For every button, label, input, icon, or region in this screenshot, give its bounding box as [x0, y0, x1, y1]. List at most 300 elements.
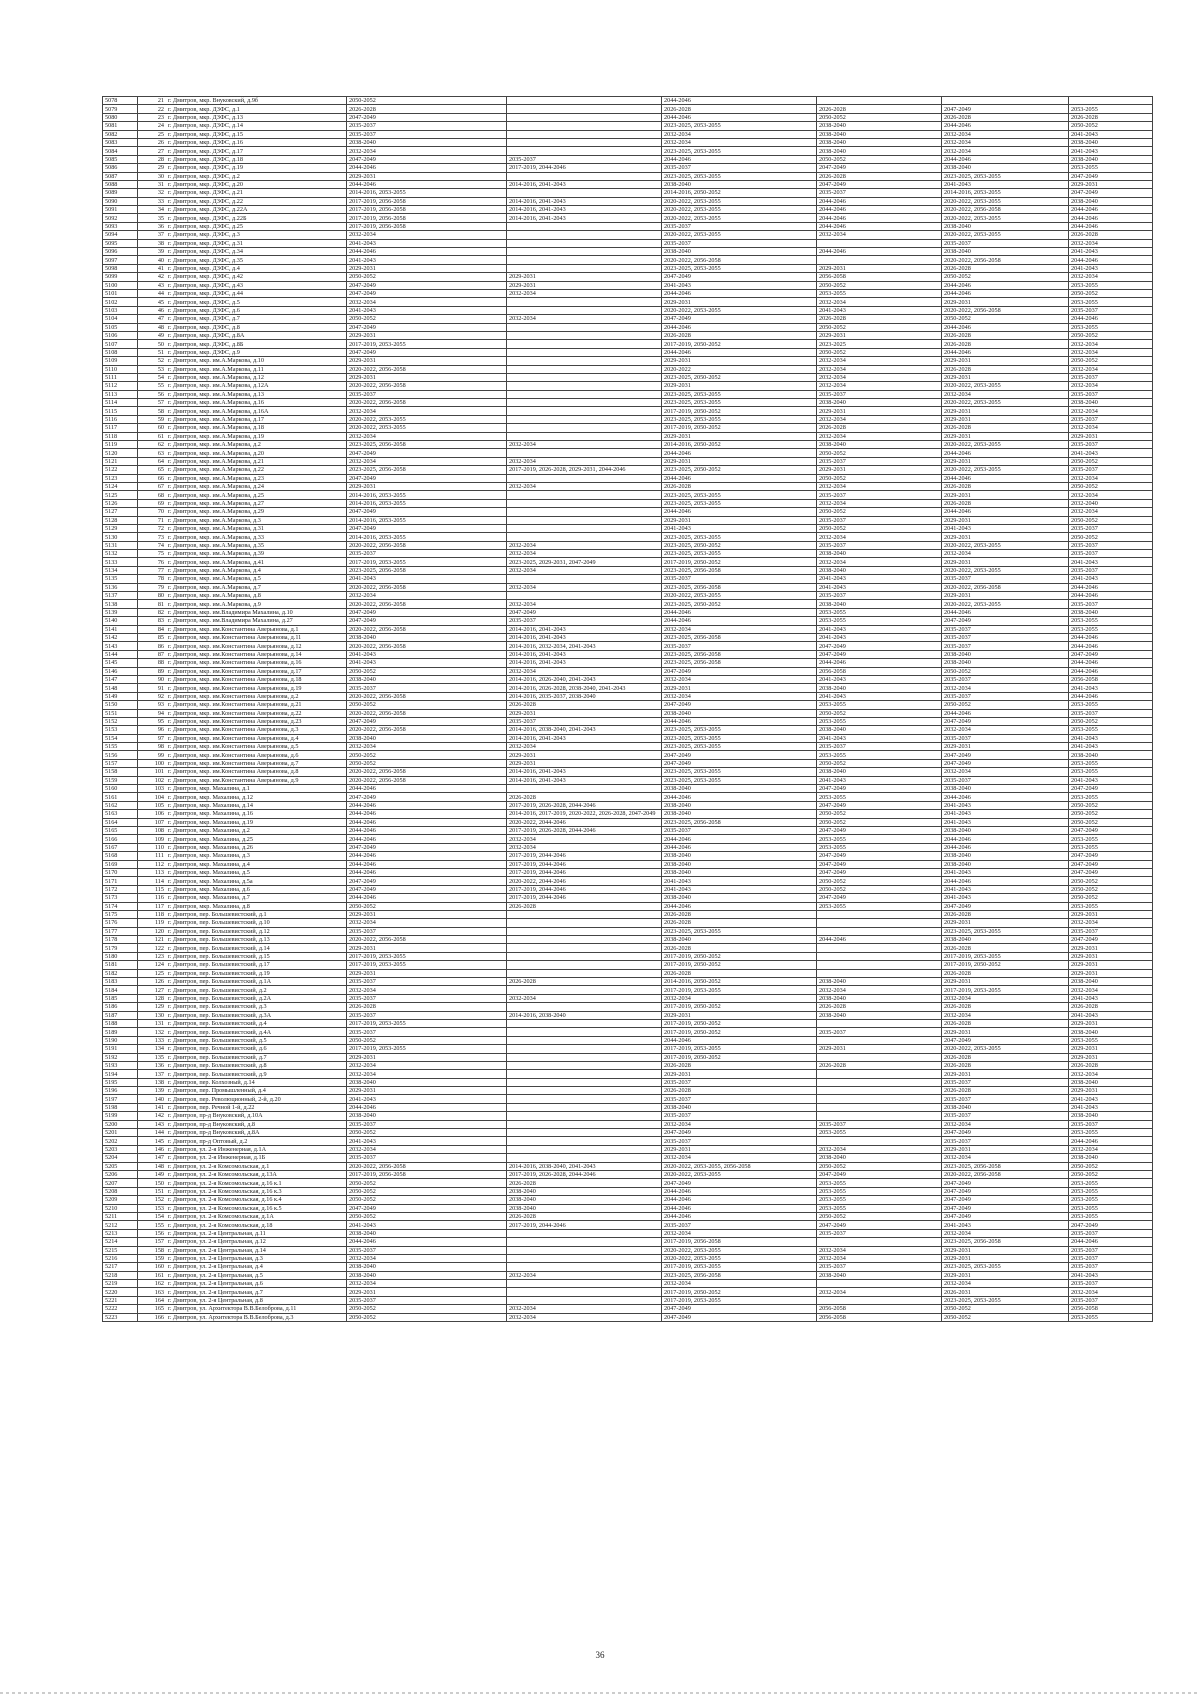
row-id-cell: 5102 [103, 298, 138, 306]
row-id-cell: 5101 [103, 289, 138, 297]
row-id-cell: 5172 [103, 885, 138, 893]
period-cell: 2020-2022, 2056-2058 [347, 936, 507, 944]
period-cell: 2038-2040 [817, 399, 942, 407]
period-cell: 2023-2025, 2056-2058 [662, 818, 817, 826]
period-cell [507, 239, 662, 247]
period-cell: 2050-2052 [347, 759, 507, 767]
period-cell: 2044-2046 [1069, 222, 1153, 230]
address-cell: г. Дмитров, мкр. им.Владимира Махалина, д.27 [166, 617, 347, 625]
table-row [103, 1263, 1153, 1271]
period-cell: 2014-2016, 2050-2052 [662, 441, 817, 449]
row-id-cell: 5093 [103, 222, 138, 230]
table-row [103, 474, 1153, 482]
table-row [103, 826, 1153, 834]
period-cell: 2014-2016, 2053-2055 [942, 189, 1069, 197]
row-id-cell: 5194 [103, 1070, 138, 1078]
period-cell: 2029-2031 [507, 273, 662, 281]
period-cell: 2029-2031 [662, 1145, 817, 1153]
row-id-cell: 5112 [103, 382, 138, 390]
period-cell: 2041-2043 [942, 885, 1069, 893]
row-number-cell: 145 [138, 1137, 167, 1145]
address-cell: г. Дмитров, пер. Большевистский, д.19 [166, 969, 347, 977]
address-cell: г. Дмитров, мкр. ДЗФС, д.42 [166, 273, 347, 281]
period-cell: 2038-2040 [817, 994, 942, 1002]
period-cell: 2017-2019, 2053-2055 [347, 961, 507, 969]
period-cell [507, 390, 662, 398]
period-cell: 2047-2049 [662, 1129, 817, 1137]
row-id-cell: 5123 [103, 474, 138, 482]
period-cell: 2014-2016, 2038-2040 [507, 1011, 662, 1019]
row-number-cell: 88 [138, 659, 167, 667]
table-row [103, 1179, 1153, 1187]
table-row [103, 373, 1153, 381]
period-cell: 2032-2034 [347, 1280, 507, 1288]
address-cell: г. Дмитров, мкр. им.А.Маркова, д.12А [166, 382, 347, 390]
period-cell: 2017-2019, 2044-2046 [507, 1221, 662, 1229]
period-cell [507, 1296, 662, 1304]
period-cell: 2032-2034 [942, 1120, 1069, 1128]
period-cell: 2038-2040 [662, 709, 817, 717]
row-id-cell: 5165 [103, 826, 138, 834]
period-cell [507, 474, 662, 482]
row-id-cell: 5168 [103, 852, 138, 860]
period-cell: 2038-2040 [507, 1196, 662, 1204]
period-cell: 2023-2025, 2053-2055 [662, 550, 817, 558]
period-cell [507, 306, 662, 314]
period-cell: 2023-2025, 2056-2058 [347, 441, 507, 449]
period-cell: 2020-2022, 2053-2055 [942, 566, 1069, 574]
address-cell: г. Дмитров, ул. 2-я Инженерная, д.1Б [166, 1154, 347, 1162]
period-cell: 2041-2043 [942, 524, 1069, 532]
period-cell [817, 952, 942, 960]
row-id-cell: 5124 [103, 482, 138, 490]
period-cell: 2023-2025, 2053-2055 [662, 499, 817, 507]
row-id-cell: 5088 [103, 180, 138, 188]
period-cell: 2029-2031 [347, 969, 507, 977]
address-cell: г. Дмитров, ул. 2-я Центральная, д.6 [166, 1280, 347, 1288]
period-cell: 2029-2031 [942, 919, 1069, 927]
period-cell: 2038-2040 [347, 138, 507, 146]
table-row [103, 264, 1153, 272]
table-row [103, 1171, 1153, 1179]
period-cell: 2044-2046 [662, 843, 817, 851]
row-number-cell: 87 [138, 650, 167, 658]
period-cell: 2014-2016, 2053-2055 [347, 491, 507, 499]
table-row [103, 399, 1153, 407]
row-number-cell: 68 [138, 491, 167, 499]
period-cell: 2032-2034 [817, 482, 942, 490]
period-cell: 2050-2052 [817, 524, 942, 532]
period-cell: 2050-2052 [1069, 810, 1153, 818]
period-cell: 2053-2055 [1069, 323, 1153, 331]
row-id-cell: 5092 [103, 214, 138, 222]
period-cell: 2044-2046 [347, 1103, 507, 1111]
period-cell: 2026-2028 [507, 1179, 662, 1187]
address-cell: г. Дмитров, мкр. ДЗФС, д.31 [166, 239, 347, 247]
period-cell: 2047-2049 [1069, 650, 1153, 658]
period-cell: 2020-2022, 2044-2046 [507, 877, 662, 885]
period-cell [507, 1229, 662, 1237]
period-cell [817, 1053, 942, 1061]
table-row [103, 1061, 1153, 1069]
address-cell: г. Дмитров, мкр. им.А.Маркова, д.31 [166, 524, 347, 532]
period-cell: 2017-2019, 2053-2055 [662, 1045, 817, 1053]
row-id-cell: 5153 [103, 726, 138, 734]
period-cell: 2032-2034 [662, 625, 817, 633]
period-cell: 2029-2031 [942, 978, 1069, 986]
table-row [103, 357, 1153, 365]
period-cell: 2041-2043 [817, 306, 942, 314]
period-cell: 2047-2049 [817, 894, 942, 902]
table-row [103, 575, 1153, 583]
row-id-cell: 5129 [103, 524, 138, 532]
period-cell: 2044-2046 [817, 206, 942, 214]
period-cell: 2041-2043 [942, 180, 1069, 188]
row-id-cell: 5207 [103, 1179, 138, 1187]
table-row [103, 466, 1153, 474]
address-cell: г. Дмитров, мкр. ДЗФС, д.14 [166, 122, 347, 130]
address-cell: г. Дмитров, мкр. ДЗФС, д.8Б [166, 340, 347, 348]
period-cell: 2014-2016, 2026-2040, 2041-2043 [507, 675, 662, 683]
row-number-cell: 163 [138, 1288, 167, 1296]
row-id-cell: 5197 [103, 1095, 138, 1103]
address-cell: г. Дмитров, мкр. ДЗФС, д.16 [166, 138, 347, 146]
period-cell: 2023-2025, 2053-2055 [662, 172, 817, 180]
period-cell: 2017-2019, 2053-2055 [662, 1296, 817, 1304]
period-cell: 2044-2046 [942, 323, 1069, 331]
period-cell: 2050-2052 [1069, 818, 1153, 826]
period-cell: 2020-2022, 2053-2055 [662, 1254, 817, 1262]
row-id-cell: 5136 [103, 583, 138, 591]
row-id-cell: 5196 [103, 1087, 138, 1095]
address-cell: г. Дмитров, мкр. им.Константина Аверьянова, д.9 [166, 776, 347, 784]
row-number-cell: 34 [138, 206, 167, 214]
period-cell: 2035-2037 [662, 1137, 817, 1145]
table-row [103, 1028, 1153, 1036]
period-cell [507, 172, 662, 180]
period-cell: 2032-2034 [817, 558, 942, 566]
row-id-cell: 5135 [103, 575, 138, 583]
period-cell: 2050-2052 [1069, 1162, 1153, 1170]
period-cell: 2032-2034 [942, 726, 1069, 734]
row-number-cell: 128 [138, 994, 167, 1002]
period-cell: 2044-2046 [1069, 206, 1153, 214]
period-cell: 2020-2022, 2053-2055, 2056-2058 [662, 1162, 817, 1170]
period-cell: 2023-2025, 2053-2055 [662, 768, 817, 776]
period-cell: 2053-2055 [1069, 726, 1153, 734]
period-cell: 2029-2031 [1069, 1045, 1153, 1053]
period-cell: 2035-2037 [1069, 466, 1153, 474]
period-cell: 2047-2049 [347, 524, 507, 532]
period-cell: 2023-2025, 2053-2055 [662, 776, 817, 784]
period-cell: 2026-2028 [942, 482, 1069, 490]
address-cell: г. Дмитров, мкр. им.А.Маркова, д.20 [166, 449, 347, 457]
period-cell: 2017-2019, 2050-2052 [942, 961, 1069, 969]
row-id-cell: 5127 [103, 508, 138, 516]
period-cell: 2029-2031 [942, 516, 1069, 524]
table-row [103, 1120, 1153, 1128]
period-cell: 2023-2025, 2053-2055 [662, 147, 817, 155]
address-cell: г. Дмитров, мкр. им.А.Маркова, д.29 [166, 508, 347, 516]
period-cell: 2035-2037 [942, 239, 1069, 247]
table-row [103, 759, 1153, 767]
period-cell: 2047-2049 [942, 759, 1069, 767]
period-cell [507, 373, 662, 381]
period-cell: 2047-2049 [1069, 172, 1153, 180]
address-cell: г. Дмитров, пер. Большевистский, д.15 [166, 952, 347, 960]
address-cell: г. Дмитров, пер. Большевистский, д.2А [166, 994, 347, 1002]
row-id-cell: 5144 [103, 650, 138, 658]
period-cell: 2053-2055 [817, 1204, 942, 1212]
table-row [103, 919, 1153, 927]
period-cell [817, 1019, 942, 1027]
period-cell: 2032-2034 [347, 919, 507, 927]
address-cell: г. Дмитров, мкр. им.Константина Аверьянова, д.21 [166, 701, 347, 709]
row-id-cell: 5193 [103, 1061, 138, 1069]
row-id-cell: 5137 [103, 592, 138, 600]
period-cell: 2047-2049 [817, 1221, 942, 1229]
period-cell: 2038-2040 [1069, 978, 1153, 986]
address-cell: г. Дмитров, пер. Большевистский, д.12 [166, 927, 347, 935]
table-row [103, 239, 1153, 247]
period-cell: 2020-2022, 2053-2055 [942, 399, 1069, 407]
row-number-cell: 77 [138, 566, 167, 574]
row-number-cell: 69 [138, 499, 167, 507]
row-id-cell: 5131 [103, 541, 138, 549]
period-cell: 2038-2040 [1069, 138, 1153, 146]
address-cell: г. Дмитров, мкр. им.Константина Аверьянова, д.11 [166, 634, 347, 642]
period-cell: 2038-2040 [942, 785, 1069, 793]
row-id-cell: 5114 [103, 399, 138, 407]
period-cell [507, 1238, 662, 1246]
row-id-cell: 5151 [103, 709, 138, 717]
table-row [103, 1112, 1153, 1120]
period-cell: 2020-2022, 2056-2058 [347, 776, 507, 784]
period-cell: 2032-2034 [942, 1011, 1069, 1019]
row-id-cell: 5222 [103, 1305, 138, 1313]
period-cell: 2044-2046 [662, 1204, 817, 1212]
row-number-cell: 148 [138, 1162, 167, 1170]
period-cell: 2017-2019, 2053-2055 [347, 558, 507, 566]
period-cell [507, 1095, 662, 1103]
row-number-cell: 36 [138, 222, 167, 230]
row-id-cell: 5141 [103, 625, 138, 633]
period-cell: 2035-2037 [817, 516, 942, 524]
period-cell: 2020-2022, 2053-2055 [347, 424, 507, 432]
period-cell: 2029-2031 [347, 1288, 507, 1296]
period-cell: 2017-2019, 2053-2055 [347, 1019, 507, 1027]
period-cell: 2032-2034 [817, 533, 942, 541]
period-cell: 2041-2043 [1069, 558, 1153, 566]
address-cell: г. Дмитров, мкр. ДЗФС, д.6 [166, 306, 347, 314]
period-cell: 2029-2031 [942, 558, 1069, 566]
period-cell: 2050-2052 [817, 449, 942, 457]
address-cell: г. Дмитров, пер. Большевистский, д.2 [166, 986, 347, 994]
row-number-cell: 85 [138, 634, 167, 642]
row-id-cell: 5163 [103, 810, 138, 818]
period-cell: 2038-2040 [347, 634, 507, 642]
period-cell: 2038-2040 [942, 1103, 1069, 1111]
period-cell: 2044-2046 [1069, 692, 1153, 700]
address-cell: г. Дмитров, мкр. ДЗФС, д.17 [166, 147, 347, 155]
period-cell: 2020-2022, 2053-2055 [942, 600, 1069, 608]
period-cell: 2032-2034 [942, 768, 1069, 776]
period-cell: 2035-2037 [662, 826, 817, 834]
table-row [103, 776, 1153, 784]
period-cell: 2050-2052 [817, 348, 942, 356]
row-number-cell: 40 [138, 256, 167, 264]
period-cell: 2035-2037 [1069, 550, 1153, 558]
period-cell: 2029-2031 [347, 264, 507, 272]
table-row [103, 642, 1153, 650]
period-cell: 2053-2055 [1069, 1129, 1153, 1137]
period-cell: 2029-2031 [942, 743, 1069, 751]
period-cell: 2053-2055 [1069, 164, 1153, 172]
period-cell: 2056-2058 [1069, 1305, 1153, 1313]
period-cell: 2029-2031 [347, 1053, 507, 1061]
period-cell: 2020-2022, 2053-2055 [942, 382, 1069, 390]
table-row [103, 818, 1153, 826]
row-number-cell: 154 [138, 1212, 167, 1220]
period-cell: 2044-2046 [662, 449, 817, 457]
period-cell [507, 936, 662, 944]
table-row [103, 231, 1153, 239]
address-cell: г. Дмитров, мкр. им.А.Маркова, д.16А [166, 407, 347, 415]
row-number-cell: 48 [138, 323, 167, 331]
row-number-cell: 157 [138, 1238, 167, 1246]
address-cell: г. Дмитров, мкр. ДЗФС, д.25 [166, 222, 347, 230]
table-row [103, 508, 1153, 516]
period-cell: 2038-2040 [662, 860, 817, 868]
period-cell: 2032-2034 [347, 432, 507, 440]
period-cell: 2032-2034 [817, 1254, 942, 1262]
period-cell: 2035-2037 [662, 642, 817, 650]
table-row [103, 407, 1153, 415]
period-cell: 2035-2037 [817, 1263, 942, 1271]
period-cell: 2014-2016, 2041-2043 [507, 625, 662, 633]
period-cell [507, 382, 662, 390]
period-cell: 2044-2046 [942, 122, 1069, 130]
table-row [103, 298, 1153, 306]
period-cell: 2044-2046 [347, 801, 507, 809]
row-number-cell: 23 [138, 113, 167, 121]
period-cell: 2029-2031 [347, 1087, 507, 1095]
row-number-cell: 127 [138, 986, 167, 994]
row-number-cell: 122 [138, 944, 167, 952]
row-number-cell: 91 [138, 684, 167, 692]
period-cell: 2038-2040 [942, 248, 1069, 256]
period-cell: 2044-2046 [662, 97, 817, 105]
address-cell: г. Дмитров, мкр. им.А.Маркова, д.4 [166, 566, 347, 574]
row-id-cell: 5187 [103, 1011, 138, 1019]
period-cell: 2035-2037 [347, 390, 507, 398]
row-id-cell: 5211 [103, 1212, 138, 1220]
table-row [103, 306, 1153, 314]
address-cell: г. Дмитров, мкр. Махалина, д.25 [166, 835, 347, 843]
period-cell: 2014-2016, 2053-2055 [347, 516, 507, 524]
period-cell: 2029-2031 [1069, 910, 1153, 918]
table-row [103, 323, 1153, 331]
period-cell [817, 1296, 942, 1304]
address-cell: г. Дмитров, мкр. им.А.Маркова, д.9 [166, 600, 347, 608]
period-cell: 2047-2049 [942, 1036, 1069, 1044]
period-cell [507, 1087, 662, 1095]
period-cell: 2026-2028 [1069, 1061, 1153, 1069]
table-row [103, 541, 1153, 549]
period-cell: 2032-2034 [1069, 1145, 1153, 1153]
row-number-cell: 134 [138, 1045, 167, 1053]
address-cell: г. Дмитров, мкр. ДЗФС, д.1 [166, 105, 347, 113]
period-cell [507, 1288, 662, 1296]
period-cell: 2053-2055 [1069, 298, 1153, 306]
row-number-cell: 150 [138, 1179, 167, 1187]
address-cell: г. Дмитров, пер. Большевистский, д.4А [166, 1028, 347, 1036]
row-number-cell: 86 [138, 642, 167, 650]
period-cell: 2041-2043 [1069, 776, 1153, 784]
row-number-cell: 43 [138, 281, 167, 289]
period-cell: 2029-2031 [942, 407, 1069, 415]
period-cell: 2017-2019, 2056-2058 [347, 214, 507, 222]
table-row [103, 793, 1153, 801]
period-cell: 2032-2040 [1069, 499, 1153, 507]
row-number-cell: 114 [138, 877, 167, 885]
period-cell: 2020-2022, 2056-2058 [347, 692, 507, 700]
row-number-cell: 104 [138, 793, 167, 801]
table-row [103, 113, 1153, 121]
row-id-cell: 5214 [103, 1238, 138, 1246]
period-cell: 2041-2043 [1069, 449, 1153, 457]
period-cell: 2047-2049 [662, 667, 817, 675]
address-cell: г. Дмитров, пер. Речной 1-й, д.22 [166, 1103, 347, 1111]
period-cell: 2041-2043 [347, 1095, 507, 1103]
period-cell: 2038-2040 [1069, 197, 1153, 205]
row-number-cell: 146 [138, 1145, 167, 1153]
row-id-cell: 5139 [103, 608, 138, 616]
row-id-cell: 5159 [103, 776, 138, 784]
row-id-cell: 5161 [103, 793, 138, 801]
row-id-cell: 5177 [103, 927, 138, 935]
address-cell: г. Дмитров, ул. 2-я Центральная, д.4 [166, 1263, 347, 1271]
period-cell: 2017-2019, 2044-2046 [507, 852, 662, 860]
address-cell: г. Дмитров, пер. Большевистский, д.7 [166, 1053, 347, 1061]
period-cell: 2026-2028 [662, 919, 817, 927]
period-cell: 2032-2034 [347, 1070, 507, 1078]
address-cell: г. Дмитров, ул. 2-я Комсомольская, д.16 к.1 [166, 1179, 347, 1187]
period-cell: 2050-2052 [1069, 885, 1153, 893]
period-cell: 2053-2055 [817, 1179, 942, 1187]
period-cell: 2032-2034 [1069, 1288, 1153, 1296]
period-cell: 2050-2052 [942, 701, 1069, 709]
period-cell: 2047-2049 [662, 1313, 817, 1321]
row-id-cell: 5182 [103, 969, 138, 977]
period-cell: 2032-2034 [817, 986, 942, 994]
table-row [103, 1187, 1153, 1195]
row-number-cell: 158 [138, 1246, 167, 1254]
table-row [103, 768, 1153, 776]
period-cell: 2020-2022, 2056-2058 [347, 642, 507, 650]
period-cell: 2041-2043 [942, 810, 1069, 818]
period-cell: 2038-2040 [1069, 751, 1153, 759]
period-cell: 2044-2046 [1069, 642, 1153, 650]
address-cell: г. Дмитров, мкр. им.А.Маркова, д.12 [166, 373, 347, 381]
period-cell: 2047-2049 [817, 860, 942, 868]
row-number-cell: 139 [138, 1087, 167, 1095]
address-cell: г. Дмитров, пер. Большевистский, д.1 [166, 910, 347, 918]
row-number-cell: 38 [138, 239, 167, 247]
period-cell [817, 239, 942, 247]
period-cell: 2026-2028 [507, 701, 662, 709]
period-cell: 2053-2055 [1069, 1204, 1153, 1212]
